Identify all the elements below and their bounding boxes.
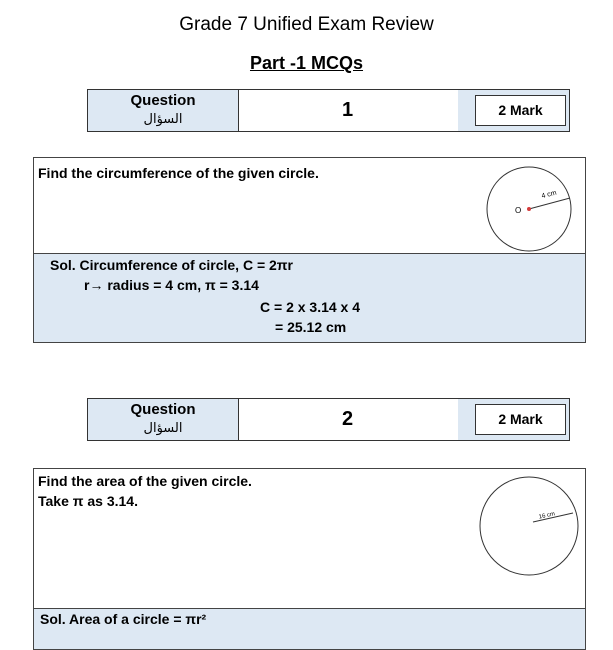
circle-figure-2 — [477, 474, 581, 578]
solution-line-3: C = 2 x 3.14 x 4 — [260, 299, 361, 315]
question-2-prompt-line-1: Find the area of the given circle. — [38, 473, 252, 489]
solution-line-1: Sol. Circumference of circle, C = 2πr — [50, 257, 293, 273]
question-2-prompt-line-2: Take π as 3.14. — [38, 493, 138, 509]
diameter-label: 16 cm — [538, 511, 556, 521]
question-1-solution — [33, 253, 586, 343]
center-label: O — [515, 206, 522, 215]
radius-line — [529, 198, 570, 209]
page-title: Grade 7 Unified Exam Review — [179, 14, 434, 35]
section-subtitle: Part -1 MCQs — [249, 53, 364, 73]
question-2-box — [33, 468, 586, 610]
question-mark-cell — [458, 89, 570, 132]
question-1-prompt: Find the circumference of the given circle. — [38, 165, 319, 181]
circle-figure-1 — [479, 162, 579, 262]
question-label-arabic: السؤال — [143, 420, 183, 435]
question-label: Question — [130, 92, 196, 109]
question-1-box — [33, 157, 586, 255]
question-2-header — [87, 398, 569, 441]
question-label-cell — [87, 89, 239, 132]
question-label: Question — [130, 401, 196, 418]
question-mark: 2 Mark — [475, 404, 566, 435]
radius-label: 4 cm — [540, 189, 558, 201]
question-number: 1 — [237, 89, 459, 132]
question-label-cell — [87, 398, 239, 441]
question-mark: 2 Mark — [475, 95, 566, 126]
question-mark-cell — [458, 398, 570, 441]
solution-line-4: = 25.12 cm — [275, 319, 347, 335]
question-1-header — [87, 89, 569, 132]
solution-line-2: r→ radius = 4 cm, π = 3.14 — [84, 277, 259, 293]
question-label-arabic: السؤال — [143, 111, 183, 126]
solution-line-1: Sol. Area of a circle = πr² — [40, 611, 207, 627]
center-point — [527, 207, 531, 211]
circle-outline — [480, 477, 578, 575]
question-2-solution — [33, 608, 586, 650]
question-number: 2 — [237, 398, 459, 441]
